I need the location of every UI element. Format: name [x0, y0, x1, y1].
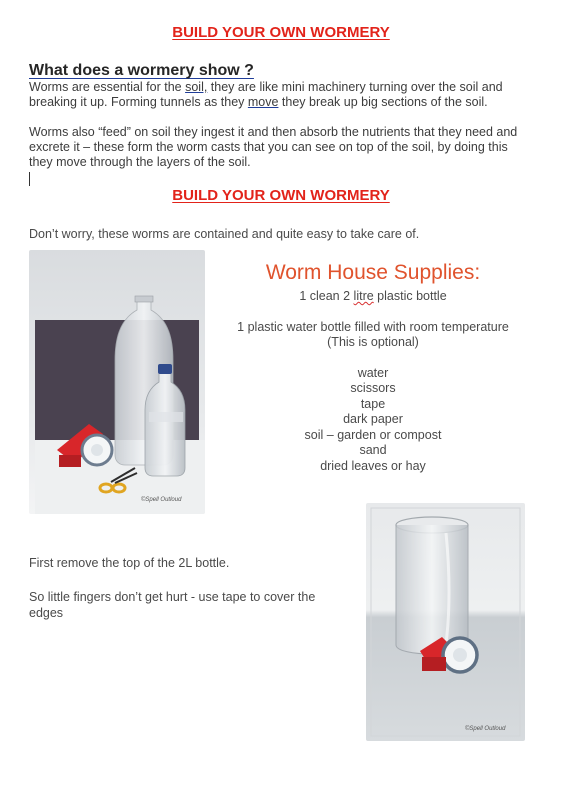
supply-bottle-litre: litre [353, 289, 374, 303]
supply-bottle-a: 1 clean 2 [299, 289, 354, 303]
supply-item: scissors [350, 381, 396, 395]
step-tape-line2: edges [29, 606, 64, 620]
text-cursor [29, 172, 30, 186]
section-heading-what: What does a wormery show ? [29, 62, 254, 79]
supplies-photo-illustration [29, 250, 205, 514]
supply-item: tape [360, 396, 386, 411]
supply-line-bottle [228, 289, 518, 305]
paragraph-feeding: Worms also “feed” on soil they ingest it and then absorb the nutrients that they need and excrete it – these form the worm casts that you can see on top of the soil, by doing this they move through the layers of the soil. [29, 125, 518, 169]
supply-item: dark paper [343, 412, 403, 426]
move-link[interactable]: move [247, 95, 279, 109]
cut-bottle-illustration [366, 503, 525, 741]
intro-text: Don’t worry, these worms are contained and quite easy to take care of. [29, 227, 420, 241]
supply-item: soil – garden or compost [304, 427, 442, 442]
supplies-list [228, 289, 518, 474]
para1-text-a: Worms are essential for the [29, 80, 186, 94]
para1-text-c: they break up big sections of the soil. [278, 95, 488, 109]
watermark-text-2: ©Spell Outloud [465, 726, 506, 732]
cut-bottle-photo [366, 503, 525, 741]
para1-text-b: they are like mini machinery turning over the soil and breaking it up. Forming tunnels as they [29, 80, 503, 109]
supplies-photo [29, 250, 205, 514]
watermark-text: ©Spell Outloud [141, 497, 182, 503]
step-remove-top: First remove the top of the 2L bottle. [29, 556, 230, 570]
supply-line-water-bottle: 1 plastic water bottle filled with room temperature [237, 319, 509, 334]
paragraph-intro [29, 80, 525, 110]
soil-link[interactable]: soil, [185, 80, 208, 94]
supplies-title: Worm House Supplies: [265, 261, 481, 284]
step-tape-edges [29, 589, 315, 621]
supply-item: sand [359, 443, 387, 457]
section-title-build: BUILD YOUR OWN WORMERY [172, 187, 390, 204]
supply-item: water [357, 365, 389, 380]
supply-bottle-c: plastic bottle [373, 289, 447, 303]
step-tape-line1: So little fingers don’t get hurt - use tape to cover the [29, 590, 316, 604]
page-title: BUILD YOUR OWN WORMERY [172, 24, 390, 41]
supply-item: dried leaves or hay [320, 458, 426, 473]
supply-line-optional: (This is optional) [327, 335, 419, 349]
